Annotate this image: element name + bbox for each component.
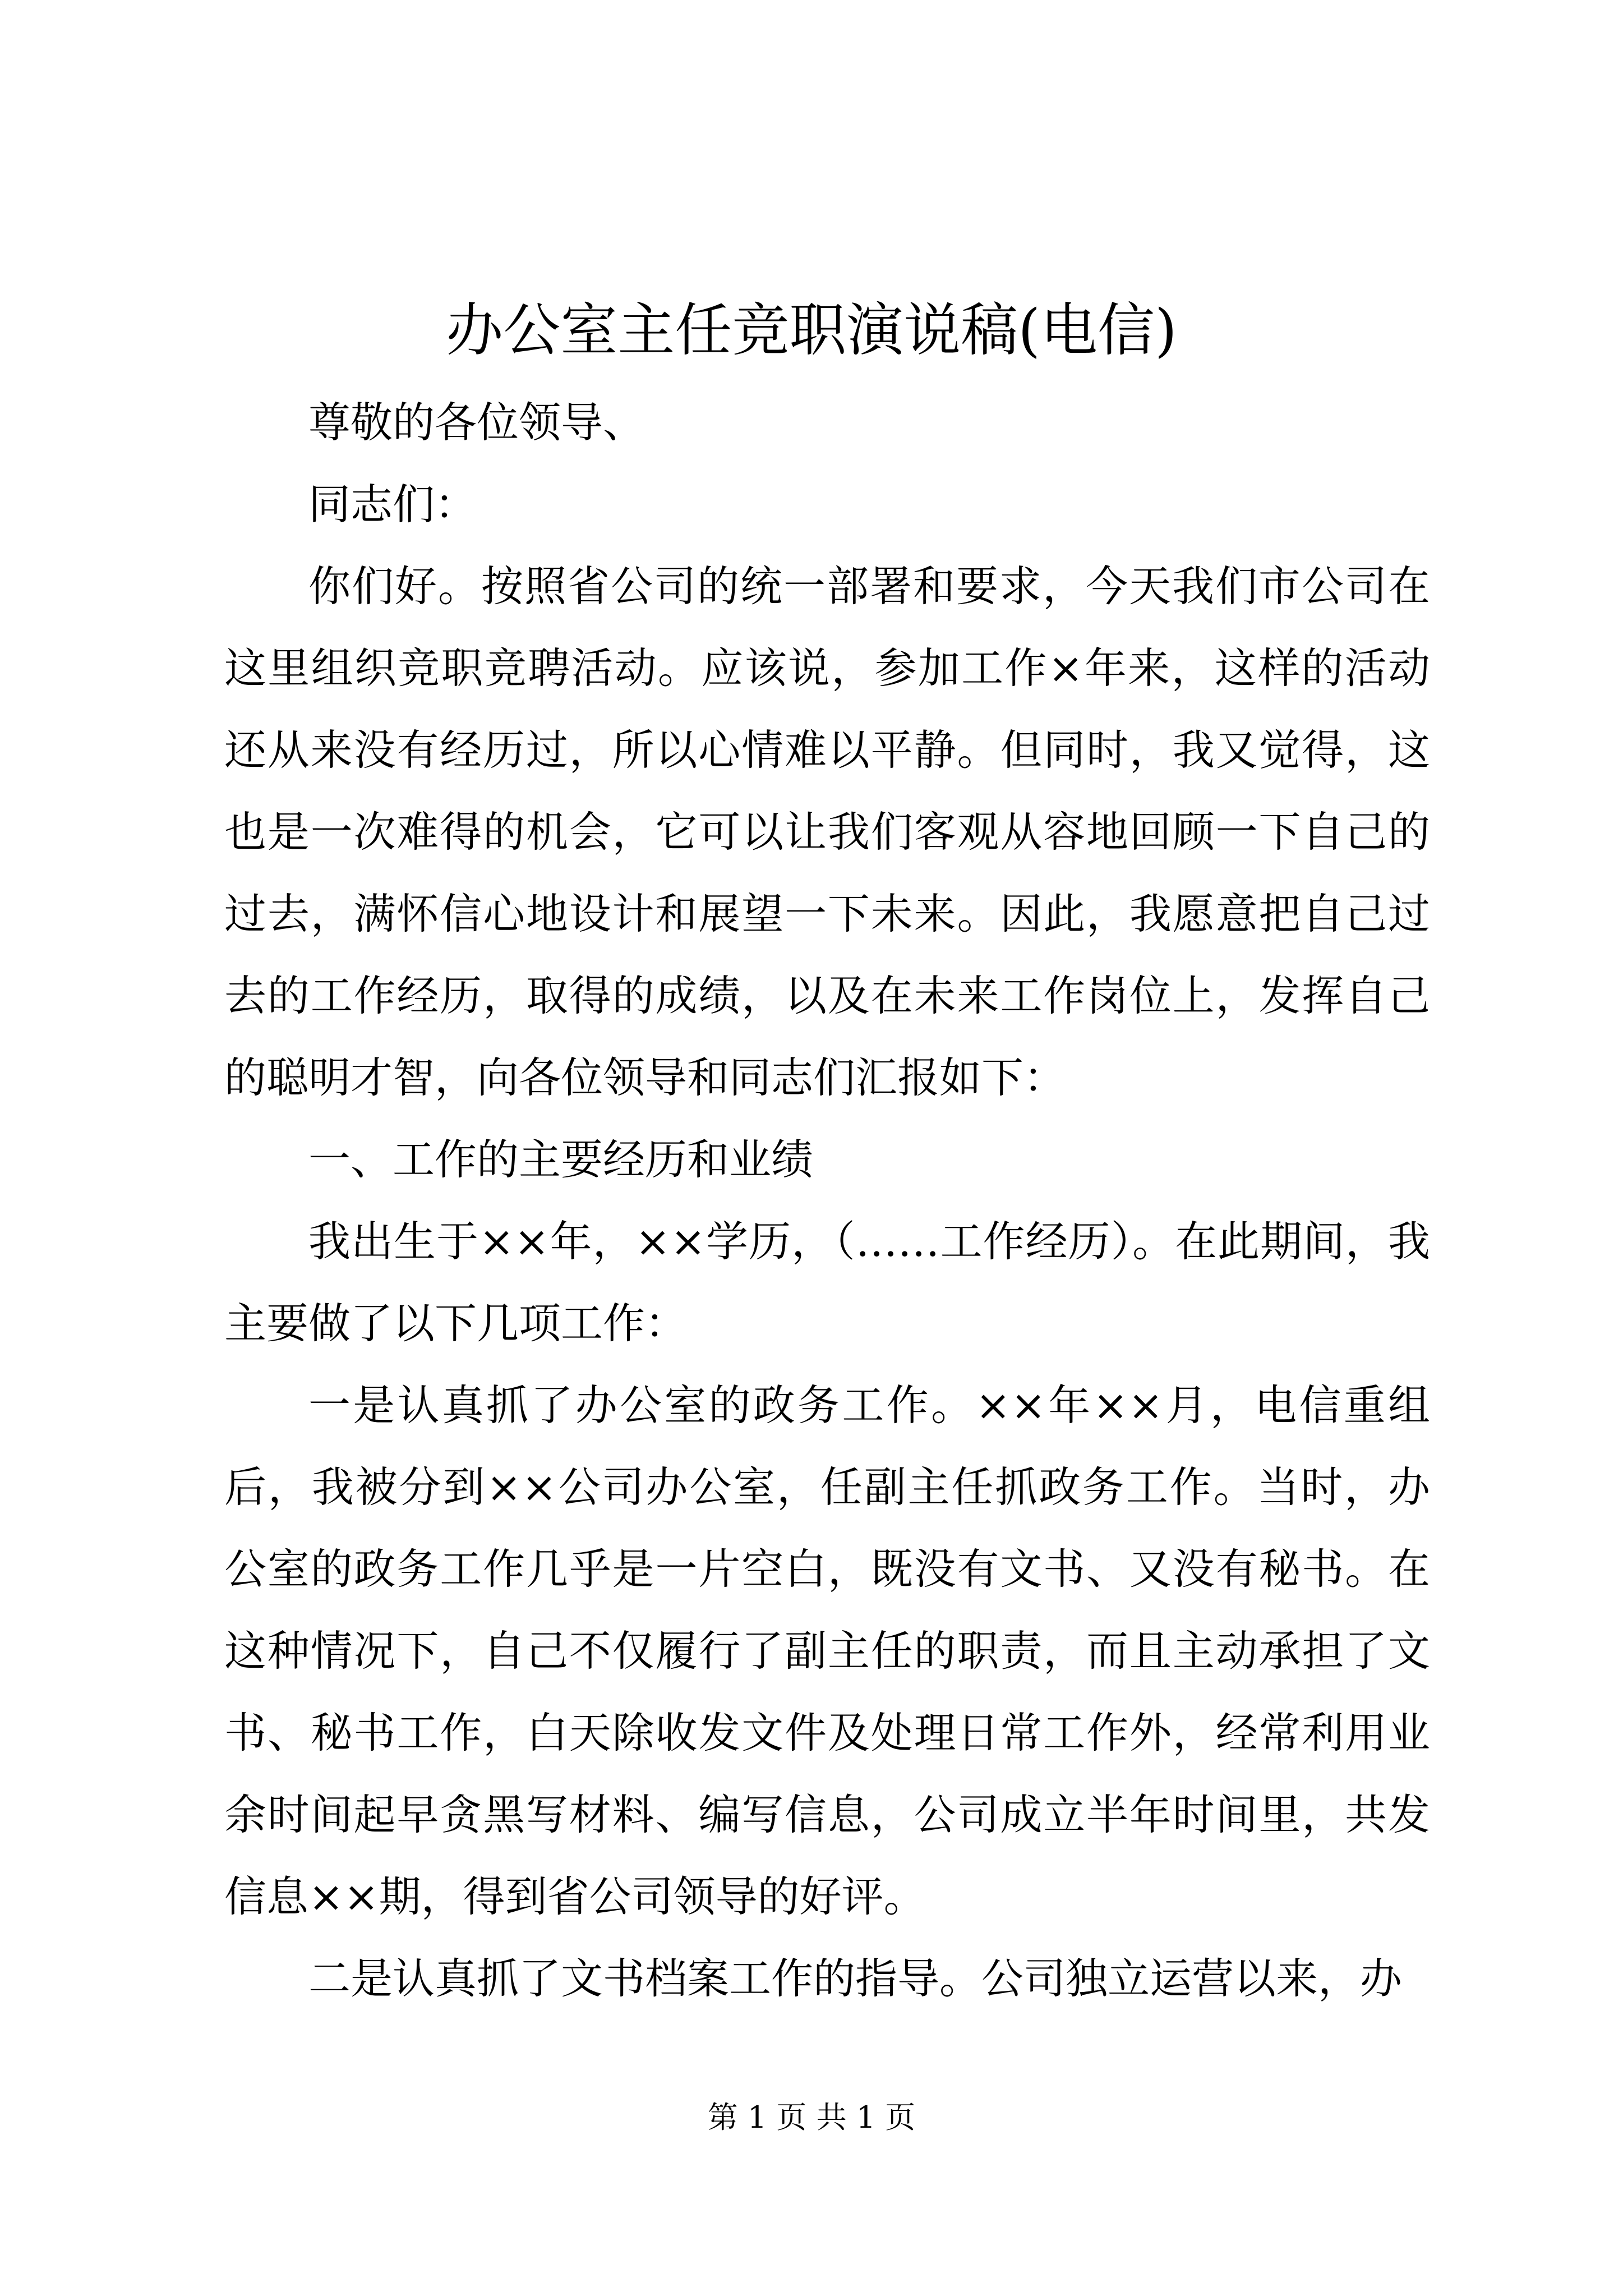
paragraph-salutation-comrades: 同志们： bbox=[308, 480, 477, 529]
section-heading-experience: 一、工作的主要经历和业绩 bbox=[308, 1135, 814, 1184]
paragraph-background: 我出生于××年，××学历，（……工作经历）。在此期间，我主要做了以下几项工作： bbox=[224, 1217, 1430, 1348]
paragraph-work-item-2: 二是认真抓了文书档案工作的指导。公司独立运营以来，办 bbox=[308, 1954, 1403, 2003]
paragraph-work-item-1: 一是认真抓了办公室的政务工作。××年××月，电信重组后，我被分到××公司办公室，任副主任抓政务工作。当时，办公室的政务工作几乎是一片空白，既没有文书、又没有秘书。在这种情况下，自己不仅履行了副主任的职责，而且主动承担了文书、秘书工作，白天除收发文件及处理日常工作外，经常利用业余时间起早贪黑写材料、编写信息，公司成立半年时间里，共发信息××期，得到省公司领导的好评。 bbox=[224, 1381, 1430, 1921]
page-footer: 第 1 页 共 1 页 bbox=[707, 2100, 916, 2135]
paragraph-introduction: 你们好。按照省公司的统一部署和要求，今天我们市公司在这里组织竞职竞聘活动。应该说，参加工作×年来，这样的活动还从来没有经历过，所以心情难以平静。但同时，我又觉得，这也是一次难得的机会，它可以让我们客观从容地回顾一下自己的过去，满怀信心地设计和展望一下未来。因此，我愿意把自己过去的工作经历，取得的成绩，以及在未来工作岗位上，发挥自己的聪明才智，向各位领导和同志们汇报如下： bbox=[224, 562, 1430, 1102]
paragraph-salutation: 尊敬的各位领导、 bbox=[308, 398, 645, 447]
document-title: 办公室主任竞职演说稿(电信) bbox=[446, 297, 1177, 364]
document-body bbox=[224, 381, 1430, 2019]
